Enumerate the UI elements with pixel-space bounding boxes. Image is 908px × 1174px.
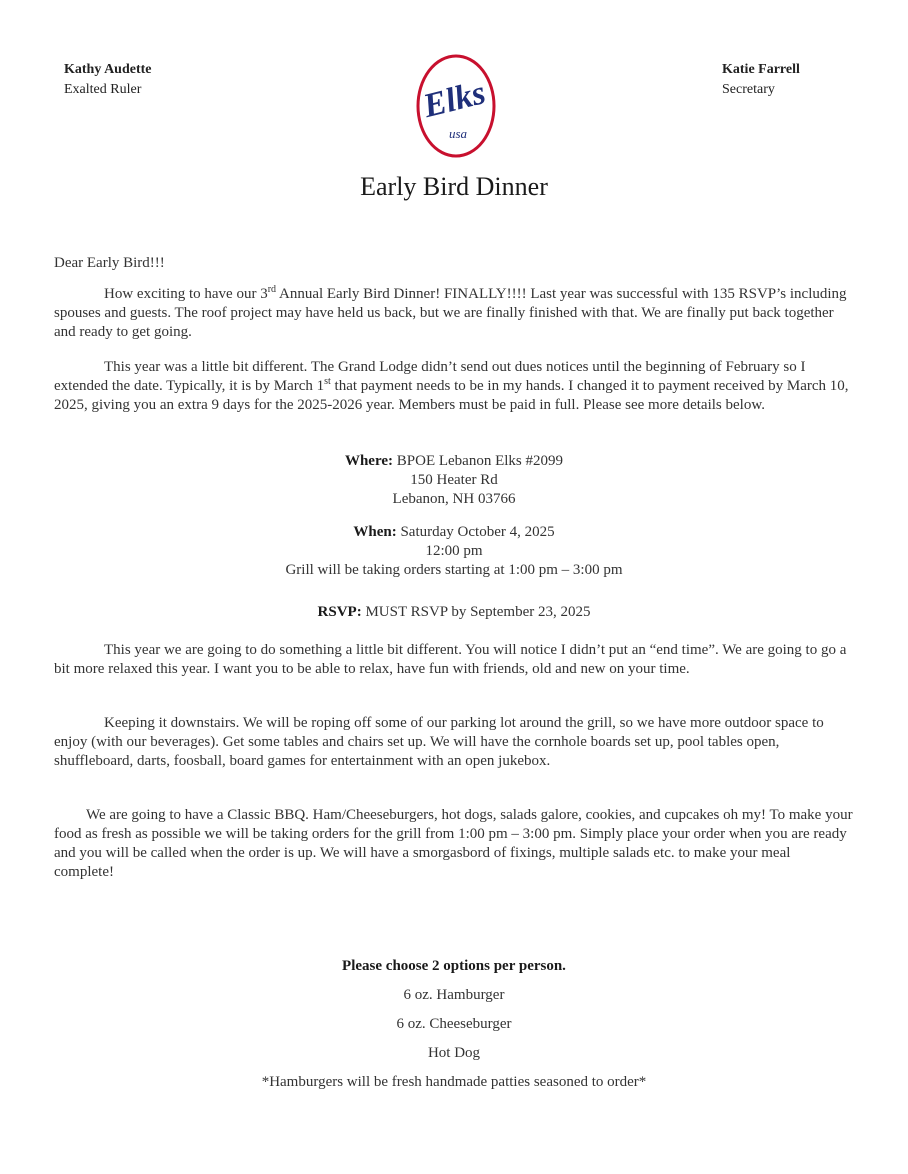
rsvp-block bbox=[0, 603, 908, 622]
bbq-paragraph: We are going to have a Classic BBQ. Ham/Cheeseburgers, hot dogs, salads galore, cookies, and cupcakes oh my! To make your food as fresh as possible we will be taking orders for the grill from 1:00 pm – 3:00 pm. Simply place your order when you are ready and you will be called when the order is up. We will have a smorgasbord of fixings, multiple salads etc. to make your meal complete! bbox=[54, 807, 853, 880]
secretary-name: Katie Farrell bbox=[722, 62, 800, 77]
activities-paragraph: Keeping it downstairs. We will be roping off some of our parking lot around the grill, so we have more outdoor space to enjoy (with our beverages). Get some tables and chairs set up. We will have the cornhole boards set up, pool tables open, shuffleboard, darts, foosball, board games for entertainment with an open jukebox. bbox=[54, 715, 824, 769]
intro-paragraph bbox=[54, 285, 854, 342]
intro-text-end: Annual Early Bird Dinner! FINALLY!!!! Last year was successful with 135 RSVP’s including spouses and guests. The roof project may have held us back, but we are finally finished with that. We are finally put back together and ready to get going. bbox=[54, 286, 847, 340]
venue-city: Lebanon, NH 03766 bbox=[392, 491, 516, 507]
when-label: When: bbox=[353, 524, 397, 540]
page-title: Early Bird Dinner bbox=[360, 172, 548, 201]
secretary-title: Secretary bbox=[722, 82, 775, 97]
venue-street: 150 Heater Rd bbox=[410, 472, 498, 488]
where-label: Where: bbox=[344, 453, 394, 469]
rsvp-label: RSVP: bbox=[317, 604, 362, 620]
elks-logo bbox=[408, 48, 504, 160]
event-date: Saturday October 4, 2025 bbox=[400, 524, 555, 540]
exalted-ruler-name: Kathy Audette bbox=[64, 62, 152, 77]
elks-logo-subtext: usa bbox=[448, 126, 468, 141]
venue-name: BPOE Lebanon Elks #2099 bbox=[396, 453, 564, 469]
rsvp-deadline: MUST RSVP by September 23, 2025 bbox=[365, 604, 591, 620]
intro-text-start: How exciting to have our 3 bbox=[104, 286, 268, 302]
event-time: 12:00 pm bbox=[425, 543, 483, 559]
elks-logo-graphic bbox=[408, 48, 504, 160]
menu-note: *Hamburgers will be fresh handmade patties seasoned to order* bbox=[261, 1074, 647, 1090]
dues-paragraph bbox=[54, 358, 854, 415]
secretary-block bbox=[722, 60, 800, 100]
menu-item: 6 oz. Hamburger bbox=[403, 987, 505, 1003]
intro-ordinal-suffix: rd bbox=[267, 284, 277, 295]
when-block bbox=[0, 523, 908, 580]
menu-item: 6 oz. Cheeseburger bbox=[396, 1016, 512, 1032]
dues-ordinal-suffix: st bbox=[324, 376, 331, 387]
elks-logo-text: Elks bbox=[419, 74, 490, 126]
where-block bbox=[0, 452, 908, 509]
dues-text-start: This year was a little bit different. The Grand Lodge didn’t send out dues notices until the beginning of February so I extended the date. Typically, it is by March 1 bbox=[54, 359, 806, 394]
relaxed-paragraph: This year we are going to do something a little bit different. You will notice I didn’t put an “end time”. We are going to go a bit more relaxed this year. I want you to be able to relax, have fun with friends, old and new on your time. bbox=[54, 642, 847, 677]
menu-item: Hot Dog bbox=[427, 1045, 481, 1061]
exalted-ruler-block bbox=[64, 60, 152, 100]
dues-text-end: that payment needs to be in my hands. I changed it to payment received by March 10, 2025, giving you an extra 9 days for the 2025-2026 year. Members must be paid in full. Please see more details below. bbox=[54, 378, 849, 413]
grill-hours: Grill will be taking orders starting at 1:00 pm – 3:00 pm bbox=[285, 562, 623, 578]
menu-heading: Please choose 2 options per person. bbox=[342, 958, 566, 974]
salutation: Dear Early Bird!!! bbox=[54, 255, 165, 271]
exalted-ruler-title: Exalted Ruler bbox=[64, 82, 142, 97]
